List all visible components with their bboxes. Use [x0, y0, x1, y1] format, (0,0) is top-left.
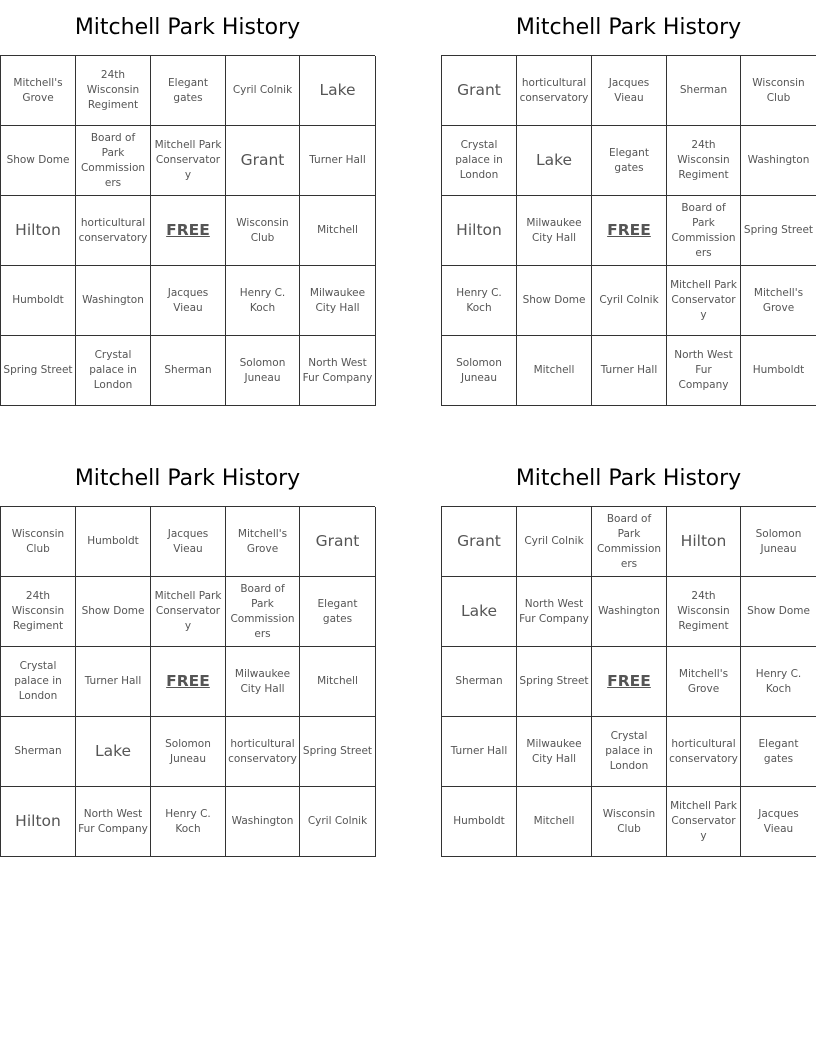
free-space: FREE [592, 196, 667, 266]
bingo-cell: Grant [300, 507, 376, 577]
bingo-cell: Jacques Vieau [741, 787, 816, 857]
bingo-cell: Elegant gates [151, 56, 226, 126]
bingo-cell: Washington [741, 126, 816, 196]
card-title: Mitchell Park History [74, 15, 301, 40]
bingo-cell: 24th Wisconsin Regiment [76, 56, 151, 126]
bingo-cell: horticultural conservatory [76, 196, 151, 266]
bingo-cell: Mitchell [517, 787, 592, 857]
bingo-cell: Wisconsin Club [226, 196, 300, 266]
free-space: FREE [592, 647, 667, 717]
bingo-cell: Washington [76, 266, 151, 336]
bingo-cell: Show Dome [76, 577, 151, 647]
bingo-cell: Humboldt [442, 787, 517, 857]
bingo-cell: Crystal palace in London [76, 336, 151, 406]
bingo-cell: Spring Street [1, 336, 76, 406]
free-space: FREE [151, 196, 226, 266]
bingo-cell: Cyril Colnik [592, 266, 667, 336]
card-title: Mitchell Park History [74, 466, 301, 491]
bingo-cell: Board of Park Commissioners [226, 577, 300, 647]
free-space: FREE [151, 647, 226, 717]
bingo-cell: Solomon Juneau [151, 717, 226, 787]
bingo-cell: Lake [300, 56, 376, 126]
bingo-cell: Turner Hall [442, 717, 517, 787]
bingo-cell: Turner Hall [592, 336, 667, 406]
bingo-cell: Hilton [1, 196, 76, 266]
bingo-cell: horticultural conservatory [226, 717, 300, 787]
bingo-cell: 24th Wisconsin Regiment [1, 577, 76, 647]
bingo-cell: Elegant gates [741, 717, 816, 787]
bingo-cell: Cyril Colnik [300, 787, 376, 857]
bingo-cell: Spring Street [517, 647, 592, 717]
bingo-cell: Washington [592, 577, 667, 647]
bingo-cell: Mitchell's Grove [741, 266, 816, 336]
bingo-cell: Wisconsin Club [592, 787, 667, 857]
bingo-grid [441, 55, 816, 406]
bingo-cell: Spring Street [300, 717, 376, 787]
bingo-cell: Crystal palace in London [1, 647, 76, 717]
bingo-cell: Humboldt [1, 266, 76, 336]
bingo-cell: Lake [76, 717, 151, 787]
bingo-cell: North West Fur Company [517, 577, 592, 647]
bingo-cell: Grant [442, 507, 517, 577]
bingo-cell: Wisconsin Club [1, 507, 76, 577]
bingo-cell: Henry C. Koch [442, 266, 517, 336]
bingo-cell: Milwaukee City Hall [226, 647, 300, 717]
bingo-card-3 [0, 451, 375, 857]
bingo-cell: 24th Wisconsin Regiment [667, 577, 741, 647]
bingo-cell: Solomon Juneau [741, 507, 816, 577]
bingo-cell: Sherman [151, 336, 226, 406]
bingo-cell: horticultural conservatory [667, 717, 741, 787]
bingo-cell: Board of Park Commissioners [592, 507, 667, 577]
bingo-cell: Jacques Vieau [151, 266, 226, 336]
bingo-cell: Sherman [1, 717, 76, 787]
bingo-grid [0, 506, 375, 857]
bingo-cell: North West Fur Company [300, 336, 376, 406]
bingo-cell: 24th Wisconsin Regiment [667, 126, 741, 196]
bingo-cell: North West Fur Company [667, 336, 741, 406]
bingo-cell: Spring Street [741, 196, 816, 266]
bingo-cell: Henry C. Koch [226, 266, 300, 336]
bingo-cell: Crystal palace in London [592, 717, 667, 787]
bingo-card-1 [0, 0, 375, 406]
bingo-card-4 [441, 451, 816, 857]
bingo-cell: Hilton [667, 507, 741, 577]
bingo-grid [0, 55, 375, 406]
bingo-cell: Hilton [1, 787, 76, 857]
bingo-cell: Mitchell Park Conservatory [151, 126, 226, 196]
bingo-cell: Humboldt [741, 336, 816, 406]
bingo-cell: Sherman [442, 647, 517, 717]
bingo-card-2 [441, 0, 816, 406]
bingo-grid [441, 506, 816, 857]
bingo-cell: horticultural conservatory [517, 56, 592, 126]
bingo-cell: Solomon Juneau [442, 336, 517, 406]
bingo-cell: Cyril Colnik [517, 507, 592, 577]
bingo-cell: Show Dome [1, 126, 76, 196]
bingo-cell: Show Dome [517, 266, 592, 336]
bingo-cell: Turner Hall [76, 647, 151, 717]
bingo-cell: Mitchell Park Conservatory [667, 787, 741, 857]
bingo-cell: Mitchell's Grove [1, 56, 76, 126]
bingo-cell: Wisconsin Club [741, 56, 816, 126]
bingo-cell: Turner Hall [300, 126, 376, 196]
bingo-cell: Mitchell [300, 196, 376, 266]
bingo-cell: Milwaukee City Hall [517, 196, 592, 266]
bingo-cell: Elegant gates [592, 126, 667, 196]
bingo-cell: Lake [442, 577, 517, 647]
bingo-cell: Board of Park Commissioners [76, 126, 151, 196]
bingo-cell: Mitchell Park Conservatory [151, 577, 226, 647]
bingo-cell: Grant [226, 126, 300, 196]
bingo-cell: Mitchell's Grove [226, 507, 300, 577]
bingo-cell: Mitchell Park Conservatory [667, 266, 741, 336]
bingo-cell: Elegant gates [300, 577, 376, 647]
bingo-cell: Henry C. Koch [151, 787, 226, 857]
bingo-cell: Jacques Vieau [592, 56, 667, 126]
bingo-cell: Mitchell [517, 336, 592, 406]
bingo-cell: Hilton [442, 196, 517, 266]
bingo-cell: Henry C. Koch [741, 647, 816, 717]
bingo-cell: North West Fur Company [76, 787, 151, 857]
bingo-cell: Jacques Vieau [151, 507, 226, 577]
bingo-cell: Grant [442, 56, 517, 126]
bingo-cell: Mitchell [300, 647, 376, 717]
bingo-cell: Milwaukee City Hall [517, 717, 592, 787]
bingo-cell: Board of Park Commissioners [667, 196, 741, 266]
bingo-cell: Washington [226, 787, 300, 857]
card-title: Mitchell Park History [515, 466, 742, 491]
card-title: Mitchell Park History [515, 15, 742, 40]
bingo-cell: Cyril Colnik [226, 56, 300, 126]
bingo-cell: Solomon Juneau [226, 336, 300, 406]
bingo-cell: Sherman [667, 56, 741, 126]
bingo-cell: Milwaukee City Hall [300, 266, 376, 336]
bingo-cell: Lake [517, 126, 592, 196]
bingo-cell: Humboldt [76, 507, 151, 577]
bingo-cell: Mitchell's Grove [667, 647, 741, 717]
bingo-cell: Show Dome [741, 577, 816, 647]
bingo-cell: Crystal palace in London [442, 126, 517, 196]
